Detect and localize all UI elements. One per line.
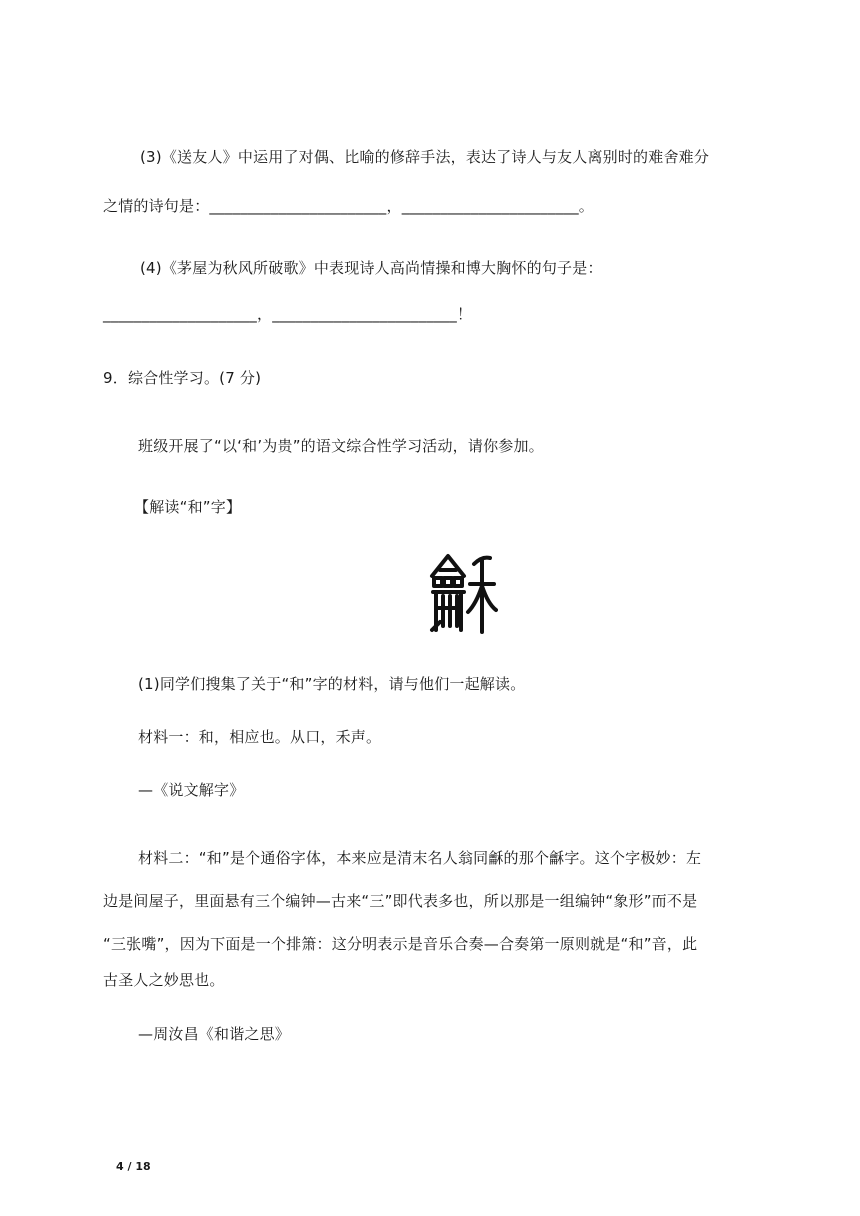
page-number: 4 / 18 xyxy=(116,1160,151,1173)
material-2-line-4: 古圣人之妙思也。 xyxy=(103,971,225,989)
q9-intro: 班级开展了“以‘和’为贵”的语文综合性学习活动，请你参加。 xyxy=(138,437,544,455)
section-title: 【解读“和”字】 xyxy=(134,498,242,516)
q4-line-2: ____________________，________________________！ xyxy=(103,305,473,323)
material-2-source: —周汝昌《和谐之思》 xyxy=(138,1025,291,1043)
material-2-line-3: “三张嘴”，因为下面是一个排箫：这分明表示是音乐合奏—合奏第一原则就是“和”音，此 xyxy=(103,935,698,953)
q3-line-1: (3)《送友人》中运用了对偶、比喻的修辞手法，表达了诗人与友人离别时的难舍难分 xyxy=(140,148,710,166)
q3-line-2: 之情的诗句是：_______________________，_______________________。 xyxy=(103,197,595,215)
q4-line-1: (4)《茅屋为秋风所破歌》中表现诗人高尚情操和博大胸怀的句子是： xyxy=(140,259,603,277)
sub-question-1: (1)同学们搜集了关于“和”字的材料，请与他们一起解读。 xyxy=(138,675,526,693)
material-1: 材料一：和，相应也。从口，禾声。 xyxy=(138,728,382,746)
material-2-line-1: 材料二：“和”是个通俗字体，本来应是清末名人翁同龢的那个龢字。这个字极妙：左 xyxy=(138,849,702,867)
q9-heading: 9．综合性学习。(7 分) xyxy=(103,369,262,387)
material-1-source: —《说文解字》 xyxy=(138,781,245,799)
seal-script-he-icon xyxy=(428,546,498,636)
material-2-line-2: 边是间屋子，里面悬有三个编钟—古来“三”即代表多也，所以那是一组编钟“象形”而不是 xyxy=(103,892,698,910)
